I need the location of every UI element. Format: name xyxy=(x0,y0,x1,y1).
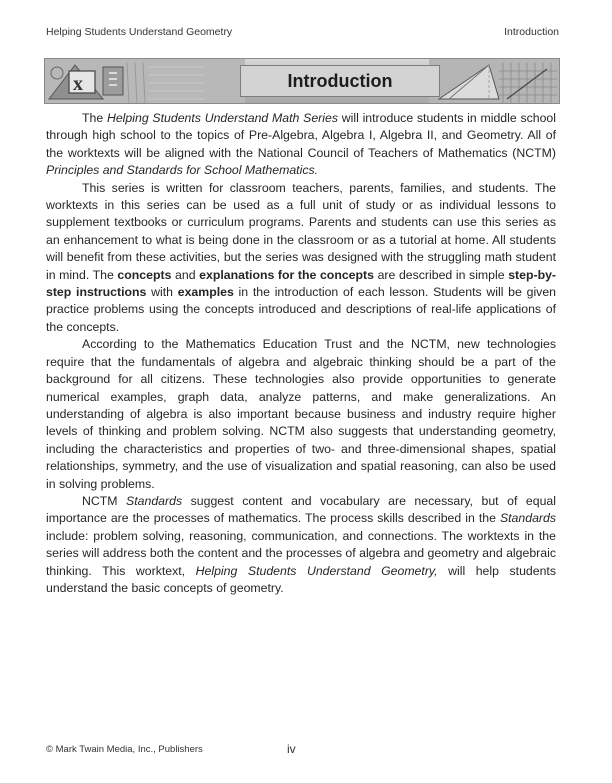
bold-text: concepts xyxy=(117,267,172,282)
text-run: and xyxy=(171,267,200,282)
text-run: in the introduction of each lesson. Students will be given practice problems using the concepts introduced and descriptions of real-life applications of the concepts. xyxy=(46,285,556,334)
italic-text: Standards xyxy=(499,511,556,526)
section-banner xyxy=(44,58,560,104)
text-run: The xyxy=(82,111,107,125)
italic-text: Helping Students Understand Geometry, xyxy=(195,563,438,578)
bold-text: explanations for the concepts xyxy=(199,267,374,282)
running-header-left: Helping Students Understand Geometry xyxy=(46,26,233,38)
bold-text: step-by-step instructions xyxy=(46,267,557,300)
italic-text: Principles and Standards for School Mathematics. xyxy=(46,163,319,178)
text-run: are described in simple xyxy=(373,267,509,282)
paragraph-3 xyxy=(46,336,556,493)
italic-text: Helping Students Understand Math Series xyxy=(106,111,338,125)
text-run: with xyxy=(146,285,178,300)
bold-text: examples xyxy=(177,285,234,300)
paragraph-4 xyxy=(46,493,556,597)
body-text xyxy=(46,110,556,597)
text-run: NCTM xyxy=(82,493,127,508)
text-run: suggest content and vocabulary are necessary, but of equal importance are the processes of mathematics. The process skills described in the xyxy=(46,493,556,526)
text-run: include: problem solving, reasoning, communication, and connections. The worktexts in the series will address both the content and the processes of algebra and geometry and algebraic thinking. This worktext, xyxy=(46,528,556,578)
text-run: will introduce students in middle school through high school to the topics of Pre-Algebra, Algebra I, Algebra II, and Geometry. All of the worktexts will be aligned with the National Council of Teachers of Mathematics (NCTM) xyxy=(46,111,556,160)
paragraph-1 xyxy=(46,110,556,180)
geometry-collage-right-graphic xyxy=(429,59,559,104)
text-run: According to the Mathematics Education Trust and the NCTM, new technologies require that the fundamentals of algebra and algebraic thinking should be a part of the background for all citizens. These technologies also provide opportunities to generate numerical examples, graph data, analyze patterns, and make generalizations. An understanding of algebra is also important because business and industry require higher levels of thinking and problem solving. NCTM also suggests that understanding geometry, including the characteristics and properties of two- and three-dimensional shapes, spatial relationships, symmetry, and the use of visualization and spatial reasoning, can also be used in solving problems. xyxy=(46,337,556,491)
text-run: will help students understand the basic concepts of geometry. xyxy=(46,563,556,595)
page-title: Introduction xyxy=(240,65,440,97)
page-number: iv xyxy=(287,742,296,756)
svg-text:x: x xyxy=(73,73,83,95)
math-collage-left-graphic xyxy=(45,59,245,104)
paragraph-2 xyxy=(46,180,556,337)
running-header-right: Introduction xyxy=(504,26,559,38)
footer-publisher: © Mark Twain Media, Inc., Publishers xyxy=(46,744,203,755)
italic-text: Standards xyxy=(126,493,183,508)
text-run: This series is written for classroom teachers, parents, families, and students. The worktexts in this series can be used as a full unit of study or as individual lessons to supplement textbooks or curriculum programs. Parents and students can use this series as an enhancement to what is being done in the classroom or as a tutorial at home. All students will benefit from these activities, but the series was designed with the struggling math student in mind. The xyxy=(46,180,556,282)
